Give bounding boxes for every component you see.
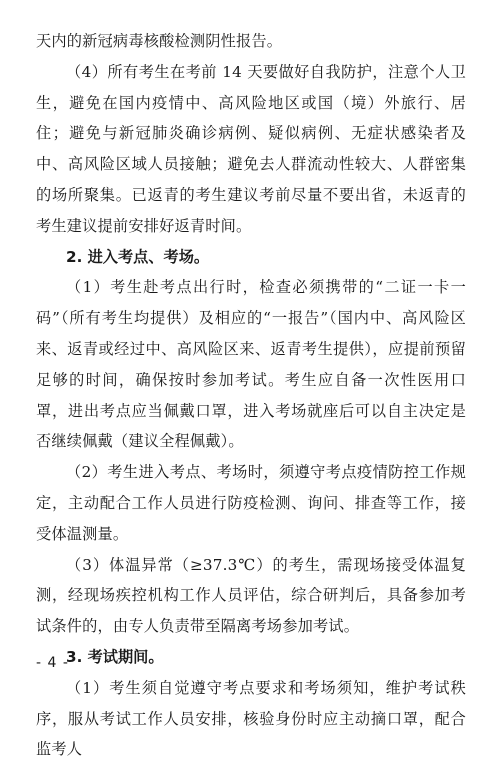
page-number: - 4 -	[36, 655, 69, 671]
paragraph-entry-screening: （2）考生进入考点、考场时，须遵守考点疫情防控工作规定，主动配合工作人员进行防疫检测、询问、排查等工作，接受体温测量。	[36, 463, 466, 543]
paragraph-continuation: 天内的新冠病毒核酸检测阴性报告。	[36, 32, 283, 50]
section-heading-during-exam: 3. 考试期间。	[66, 647, 164, 666]
paragraph-exam-rules: （1）考生须自觉遵守考点要求和考场须知，维护考试秩序，服从考试工作人员安排，核验身份时应主动摘口罩，配合监考人	[36, 678, 466, 759]
paragraph-self-protection: （4）所有考生在考前 14 天要做好自我防护，注意个人卫生，避免在国内疫情中、高风险地区或国（境）外旅行、居住；避免与新冠肺炎确诊病例、疑似病例、无症状感染者及中、高风险区域人员接触；避免去人群流动性较大、人群密集的场所聚集。已返青的考生建议考前尽量不要出省，未返青的考生建议提前安排好返青时间。	[36, 62, 466, 235]
paragraph-abnormal-temperature: （3）体温异常（≥37.3℃）的考生，需现场接受体温复测，经现场疾控机构工作人员评估，综合研判后，具备参加考试条件的，由专人负责带至隔离考场参加考试。	[36, 555, 466, 636]
paragraph-travel-to-site: （1）考生赴考点出行时，检查必须携带的“二证一卡一码”（所有考生均提供）及相应的“一报告”（国内中、高风险区来、返青或经过中、高风险区来、返青考生提供），应提前预留足够的时间，确保按时参加考试。考生应自备一次性医用口罩，进出考点应当佩戴口罩，进入考场就座后可以自主决定是否继续佩戴（建议全程佩戴）。	[36, 278, 466, 451]
section-heading-enter-exam-site: 2. 进入考点、考场。	[66, 247, 210, 266]
document-body	[36, 26, 466, 765]
